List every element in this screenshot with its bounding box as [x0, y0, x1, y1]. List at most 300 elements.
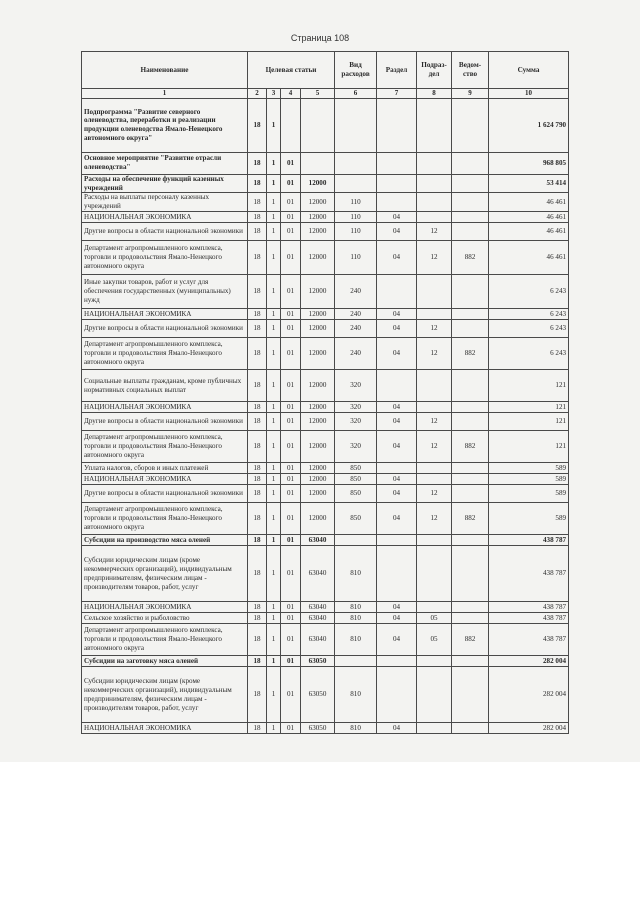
cell-section	[377, 98, 417, 152]
cell-expense-type: 850	[335, 463, 377, 474]
cell-expense-type: 850	[335, 485, 377, 503]
cell-direction-code: 63040	[301, 546, 335, 602]
cell-direction-code: 12000	[301, 320, 335, 338]
column-number: 2	[248, 89, 267, 99]
table-row	[82, 370, 569, 402]
cell-name: Основное мероприятие "Развитие отрасли оленеводства"	[82, 152, 248, 174]
cell-section	[377, 174, 417, 193]
cell-department	[452, 535, 489, 546]
cell-subprogram-code: 1	[267, 370, 281, 402]
cell-event-code: 01	[281, 431, 301, 463]
cell-event-code: 01	[281, 602, 301, 613]
table-row	[82, 193, 569, 212]
cell-name: Расходы на выплаты персоналу казенных учреждений	[82, 193, 248, 212]
cell-subsection	[417, 174, 452, 193]
cell-section: 04	[377, 413, 417, 431]
cell-direction-code: 12000	[301, 309, 335, 320]
cell-event-code: 01	[281, 402, 301, 413]
cell-subprogram-code: 1	[267, 338, 281, 370]
cell-program-code: 18	[248, 152, 267, 174]
cell-department	[452, 223, 489, 241]
cell-direction-code: 12000	[301, 275, 335, 309]
cell-subprogram-code: 1	[267, 656, 281, 667]
cell-subsection	[417, 723, 452, 734]
table-row	[82, 431, 569, 463]
cell-department	[452, 402, 489, 413]
table-row	[82, 485, 569, 503]
cell-expense-type: 810	[335, 546, 377, 602]
cell-direction-code: 63040	[301, 535, 335, 546]
cell-expense-type: 810	[335, 667, 377, 723]
cell-sum: 438 787	[489, 546, 569, 602]
cell-section	[377, 535, 417, 546]
cell-event-code: 01	[281, 309, 301, 320]
cell-section	[377, 275, 417, 309]
cell-subsection	[417, 152, 452, 174]
cell-direction-code: 12000	[301, 413, 335, 431]
cell-program-code: 18	[248, 338, 267, 370]
cell-direction-code: 63040	[301, 602, 335, 613]
cell-department: 882	[452, 503, 489, 535]
cell-program-code: 18	[248, 723, 267, 734]
cell-expense-type: 850	[335, 474, 377, 485]
cell-direction-code: 12000	[301, 241, 335, 275]
cell-direction-code: 12000	[301, 474, 335, 485]
cell-event-code: 01	[281, 613, 301, 624]
cell-subsection	[417, 535, 452, 546]
cell-expense-type: 110	[335, 241, 377, 275]
cell-subsection: 12	[417, 485, 452, 503]
cell-event-code: 01	[281, 174, 301, 193]
cell-sum: 589	[489, 485, 569, 503]
header-summa: Сумма	[489, 52, 569, 89]
cell-subsection	[417, 463, 452, 474]
cell-subprogram-code: 1	[267, 275, 281, 309]
header-target: Целевая статьи	[248, 52, 335, 89]
table-row	[82, 463, 569, 474]
cell-event-code: 01	[281, 503, 301, 535]
cell-subprogram-code: 1	[267, 212, 281, 223]
cell-department	[452, 656, 489, 667]
cell-name: НАЦИОНАЛЬНАЯ ЭКОНОМИКА	[82, 474, 248, 485]
cell-name: НАЦИОНАЛЬНАЯ ЭКОНОМИКА	[82, 602, 248, 613]
cell-subsection	[417, 370, 452, 402]
cell-subprogram-code: 1	[267, 602, 281, 613]
cell-department	[452, 474, 489, 485]
cell-direction-code: 63040	[301, 613, 335, 624]
cell-section: 04	[377, 223, 417, 241]
cell-event-code: 01	[281, 667, 301, 723]
cell-expense-type	[335, 174, 377, 193]
cell-subprogram-code: 1	[267, 485, 281, 503]
cell-subprogram-code: 1	[267, 413, 281, 431]
cell-program-code: 18	[248, 193, 267, 212]
cell-subprogram-code: 1	[267, 98, 281, 152]
cell-section: 04	[377, 485, 417, 503]
cell-subsection	[417, 474, 452, 485]
cell-direction-code: 12000	[301, 485, 335, 503]
budget-table	[81, 51, 569, 734]
cell-name: Расходы на обеспечение функций казенных учреждений	[82, 174, 248, 193]
cell-event-code: 01	[281, 152, 301, 174]
cell-name: Департамент агропромышленного комплекса, торговли и продовольствия Ямало-Ненецкого автономного округа	[82, 624, 248, 656]
cell-subprogram-code: 1	[267, 474, 281, 485]
cell-subprogram-code: 1	[267, 152, 281, 174]
cell-department	[452, 613, 489, 624]
cell-event-code: 01	[281, 535, 301, 546]
cell-event-code: 01	[281, 320, 301, 338]
cell-sum: 438 787	[489, 535, 569, 546]
cell-department	[452, 193, 489, 212]
cell-program-code: 18	[248, 613, 267, 624]
cell-sum: 968 805	[489, 152, 569, 174]
cell-subprogram-code: 1	[267, 431, 281, 463]
cell-section: 04	[377, 309, 417, 320]
cell-section	[377, 546, 417, 602]
cell-direction-code: 12000	[301, 503, 335, 535]
cell-direction-code	[301, 152, 335, 174]
cell-name: Другие вопросы в области национальной экономики	[82, 223, 248, 241]
cell-direction-code: 63050	[301, 667, 335, 723]
cell-sum: 282 004	[489, 656, 569, 667]
cell-section: 04	[377, 503, 417, 535]
table-row	[82, 474, 569, 485]
cell-sum: 46 461	[489, 193, 569, 212]
cell-event-code: 01	[281, 223, 301, 241]
cell-name: Субсидии на заготовку мяса оленей	[82, 656, 248, 667]
cell-program-code: 18	[248, 503, 267, 535]
cell-section	[377, 463, 417, 474]
cell-direction-code: 63050	[301, 723, 335, 734]
cell-name: НАЦИОНАЛЬНАЯ ЭКОНОМИКА	[82, 309, 248, 320]
cell-name: Другие вопросы в области национальной экономики	[82, 320, 248, 338]
cell-program-code: 18	[248, 624, 267, 656]
cell-department	[452, 370, 489, 402]
cell-subsection: 12	[417, 338, 452, 370]
cell-direction-code: 12000	[301, 338, 335, 370]
table-row	[82, 212, 569, 223]
cell-name: Субсидии юридическим лицам (кроме некоммерческих организаций), индивидуальным предпринимателям, физическим лицам - производителям товаров, работ, услуг	[82, 667, 248, 723]
cell-name: Департамент агропромышленного комплекса, торговли и продовольствия Ямало-Ненецкого автономного округа	[82, 241, 248, 275]
cell-event-code: 01	[281, 413, 301, 431]
cell-event-code: 01	[281, 241, 301, 275]
cell-sum: 589	[489, 474, 569, 485]
cell-sum: 282 004	[489, 723, 569, 734]
table-row	[82, 223, 569, 241]
cell-department	[452, 174, 489, 193]
cell-sum: 438 787	[489, 613, 569, 624]
cell-expense-type: 110	[335, 223, 377, 241]
cell-name: Другие вопросы в области национальной экономики	[82, 413, 248, 431]
cell-direction-code: 12000	[301, 463, 335, 474]
cell-subsection	[417, 602, 452, 613]
table-row	[82, 241, 569, 275]
cell-subprogram-code: 1	[267, 535, 281, 546]
cell-section: 04	[377, 241, 417, 275]
cell-name: НАЦИОНАЛЬНАЯ ЭКОНОМИКА	[82, 723, 248, 734]
header-vedomstvo: Ведом-ство	[452, 52, 489, 89]
cell-program-code: 18	[248, 320, 267, 338]
column-number: 8	[417, 89, 452, 99]
cell-sum: 438 787	[489, 602, 569, 613]
cell-direction-code	[301, 98, 335, 152]
cell-program-code: 18	[248, 174, 267, 193]
cell-department: 882	[452, 624, 489, 656]
cell-subsection	[417, 402, 452, 413]
cell-name: Социальные выплаты гражданам, кроме публичных нормативных социальных выплат	[82, 370, 248, 402]
cell-sum: 6 243	[489, 275, 569, 309]
cell-expense-type	[335, 152, 377, 174]
cell-subprogram-code: 1	[267, 309, 281, 320]
cell-direction-code: 12000	[301, 174, 335, 193]
header-name: Наименование	[82, 52, 248, 89]
cell-department	[452, 320, 489, 338]
cell-subprogram-code: 1	[267, 223, 281, 241]
cell-department	[452, 602, 489, 613]
cell-name: Подпрограмма "Развитие северного оленеводства, переработки и реализации продукции оленеводства Ямало-Ненецкого автономного округа"	[82, 98, 248, 152]
cell-expense-type: 110	[335, 193, 377, 212]
cell-program-code: 18	[248, 275, 267, 309]
cell-event-code: 01	[281, 193, 301, 212]
cell-subsection	[417, 212, 452, 223]
cell-subprogram-code: 1	[267, 241, 281, 275]
cell-section: 04	[377, 212, 417, 223]
cell-department	[452, 667, 489, 723]
column-number: 3	[267, 89, 281, 99]
table-row	[82, 723, 569, 734]
cell-department	[452, 413, 489, 431]
cell-subsection	[417, 98, 452, 152]
table-row	[82, 613, 569, 624]
table-row	[82, 413, 569, 431]
cell-section: 04	[377, 613, 417, 624]
cell-program-code: 18	[248, 223, 267, 241]
cell-program-code: 18	[248, 402, 267, 413]
cell-expense-type: 240	[335, 320, 377, 338]
cell-expense-type: 240	[335, 275, 377, 309]
cell-event-code: 01	[281, 485, 301, 503]
cell-program-code: 18	[248, 535, 267, 546]
cell-sum: 589	[489, 503, 569, 535]
cell-name: Департамент агропромышленного комплекса, торговли и продовольствия Ямало-Ненецкого автономного округа	[82, 431, 248, 463]
cell-program-code: 18	[248, 241, 267, 275]
cell-direction-code: 12000	[301, 431, 335, 463]
cell-sum: 438 787	[489, 624, 569, 656]
cell-sum: 46 461	[489, 212, 569, 223]
cell-subsection	[417, 309, 452, 320]
cell-subprogram-code: 1	[267, 613, 281, 624]
cell-sum: 53 414	[489, 174, 569, 193]
cell-subprogram-code: 1	[267, 193, 281, 212]
header-podrazdel: Подраз-дел	[417, 52, 452, 89]
cell-section: 04	[377, 402, 417, 413]
table-row	[82, 275, 569, 309]
cell-event-code: 01	[281, 463, 301, 474]
cell-name: НАЦИОНАЛЬНАЯ ЭКОНОМИКА	[82, 212, 248, 223]
cell-sum: 6 243	[489, 309, 569, 320]
cell-direction-code: 12000	[301, 212, 335, 223]
cell-direction-code: 12000	[301, 223, 335, 241]
cell-subsection	[417, 656, 452, 667]
cell-event-code: 01	[281, 338, 301, 370]
cell-sum: 1 624 790	[489, 98, 569, 152]
table-row	[82, 320, 569, 338]
cell-event-code: 01	[281, 546, 301, 602]
column-number: 9	[452, 89, 489, 99]
cell-event-code: 01	[281, 474, 301, 485]
cell-subprogram-code: 1	[267, 402, 281, 413]
cell-subprogram-code: 1	[267, 503, 281, 535]
cell-name: Сельское хозяйство и рыболовство	[82, 613, 248, 624]
cell-name: Уплата налогов, сборов и иных платежей	[82, 463, 248, 474]
cell-section: 04	[377, 474, 417, 485]
cell-program-code: 18	[248, 413, 267, 431]
column-number: 10	[489, 89, 569, 99]
cell-subsection: 12	[417, 241, 452, 275]
column-number: 6	[335, 89, 377, 99]
cell-direction-code: 63050	[301, 656, 335, 667]
cell-name: Департамент агропромышленного комплекса, торговли и продовольствия Ямало-Ненецкого автономного округа	[82, 503, 248, 535]
cell-program-code: 18	[248, 546, 267, 602]
cell-department	[452, 309, 489, 320]
cell-event-code: 01	[281, 370, 301, 402]
table-header-row	[82, 52, 569, 89]
cell-expense-type: 110	[335, 212, 377, 223]
cell-section: 04	[377, 338, 417, 370]
cell-subsection: 12	[417, 431, 452, 463]
page-label: Страница 108	[290, 33, 350, 43]
cell-program-code: 18	[248, 309, 267, 320]
cell-subsection: 05	[417, 624, 452, 656]
cell-subprogram-code: 1	[267, 463, 281, 474]
cell-expense-type	[335, 535, 377, 546]
cell-event-code: 01	[281, 275, 301, 309]
cell-expense-type: 240	[335, 309, 377, 320]
cell-subprogram-code: 1	[267, 624, 281, 656]
cell-department: 882	[452, 241, 489, 275]
cell-program-code: 18	[248, 485, 267, 503]
table-row	[82, 602, 569, 613]
cell-subsection	[417, 667, 452, 723]
column-number-row	[82, 89, 569, 99]
cell-section	[377, 370, 417, 402]
table-row	[82, 309, 569, 320]
cell-sum: 282 004	[489, 667, 569, 723]
cell-event-code	[281, 98, 301, 152]
cell-program-code: 18	[248, 602, 267, 613]
cell-subprogram-code: 1	[267, 174, 281, 193]
cell-program-code: 18	[248, 98, 267, 152]
cell-sum: 121	[489, 370, 569, 402]
cell-program-code: 18	[248, 431, 267, 463]
column-number: 7	[377, 89, 417, 99]
cell-subsection: 05	[417, 613, 452, 624]
cell-department	[452, 152, 489, 174]
table-row	[82, 667, 569, 723]
cell-expense-type: 320	[335, 370, 377, 402]
table-row	[82, 174, 569, 193]
cell-expense-type: 810	[335, 602, 377, 613]
cell-program-code: 18	[248, 463, 267, 474]
cell-department	[452, 98, 489, 152]
cell-section: 04	[377, 602, 417, 613]
cell-expense-type: 810	[335, 613, 377, 624]
cell-expense-type: 810	[335, 624, 377, 656]
cell-name: Субсидии на производство мяса оленей	[82, 535, 248, 546]
cell-expense-type	[335, 656, 377, 667]
cell-section: 04	[377, 320, 417, 338]
cell-direction-code: 63040	[301, 624, 335, 656]
cell-department: 882	[452, 431, 489, 463]
cell-name: Иные закупки товаров, работ и услуг для обеспечения государственных (муниципальных) нужд	[82, 275, 248, 309]
cell-section: 04	[377, 431, 417, 463]
cell-subprogram-code: 1	[267, 546, 281, 602]
table-row	[82, 152, 569, 174]
cell-department	[452, 485, 489, 503]
table-row	[82, 98, 569, 152]
cell-expense-type: 320	[335, 431, 377, 463]
cell-name: Другие вопросы в области национальной экономики	[82, 485, 248, 503]
cell-expense-type: 320	[335, 402, 377, 413]
cell-event-code: 01	[281, 212, 301, 223]
table-row	[82, 503, 569, 535]
cell-program-code: 18	[248, 212, 267, 223]
cell-subsection: 12	[417, 223, 452, 241]
cell-name: НАЦИОНАЛЬНАЯ ЭКОНОМИКА	[82, 402, 248, 413]
cell-event-code: 01	[281, 656, 301, 667]
table-row	[82, 535, 569, 546]
cell-direction-code: 12000	[301, 193, 335, 212]
cell-name: Департамент агропромышленного комплекса, торговли и продовольствия Ямало-Ненецкого автономного округа	[82, 338, 248, 370]
cell-section	[377, 656, 417, 667]
cell-department	[452, 546, 489, 602]
cell-program-code: 18	[248, 474, 267, 485]
cell-subsection	[417, 546, 452, 602]
table-body	[82, 98, 569, 733]
cell-expense-type: 320	[335, 413, 377, 431]
table-row	[82, 402, 569, 413]
table-row	[82, 338, 569, 370]
cell-event-code: 01	[281, 624, 301, 656]
cell-section	[377, 152, 417, 174]
cell-sum: 6 243	[489, 338, 569, 370]
cell-event-code: 01	[281, 723, 301, 734]
cell-subprogram-code: 1	[267, 667, 281, 723]
table-row	[82, 546, 569, 602]
cell-department: 882	[452, 338, 489, 370]
cell-sum: 121	[489, 431, 569, 463]
cell-department	[452, 463, 489, 474]
cell-sum: 46 461	[489, 223, 569, 241]
cell-department	[452, 723, 489, 734]
cell-section: 04	[377, 723, 417, 734]
cell-sum: 121	[489, 413, 569, 431]
cell-program-code: 18	[248, 667, 267, 723]
column-number: 5	[301, 89, 335, 99]
cell-subsection: 12	[417, 413, 452, 431]
cell-sum: 46 461	[489, 241, 569, 275]
cell-department	[452, 212, 489, 223]
cell-section	[377, 667, 417, 723]
cell-subsection: 12	[417, 503, 452, 535]
cell-expense-type: 810	[335, 723, 377, 734]
cell-section	[377, 193, 417, 212]
cell-subsection: 12	[417, 320, 452, 338]
cell-sum: 121	[489, 402, 569, 413]
cell-department	[452, 275, 489, 309]
header-vid: Вид расходов	[335, 52, 377, 89]
header-razdel: Раздел	[377, 52, 417, 89]
